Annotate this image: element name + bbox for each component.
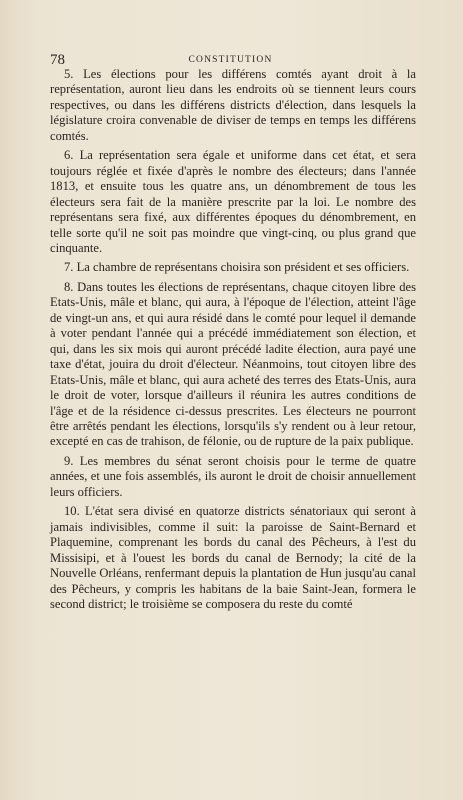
article-7: 7. La chambre de représentans choisira son président et ses officiers. bbox=[64, 260, 410, 275]
page-header bbox=[50, 52, 411, 68]
article-6: 6. La représentation sera égale et uniforme dans cet état, et sera toujours réglée et fixée d'après le nombre des électeurs; dans l'année 1813, et ensuite tous les quatre ans, un dénombrement de tous les électeurs sera fait de la manière prescrite par la loi. Le nombre des représentans sera fixé, aux différentes époques du dénombrement, en telle sorte qu'il ne soit pas moindre que vingt-cinq, ou plus grand que cinquante. bbox=[50, 148, 416, 255]
page-number: 78 bbox=[50, 52, 65, 68]
article-9: 9. Les membres du sénat seront choisis pour le terme de quatre années, et une fois assemblés, ils auront le droit de choisir annuellement leurs officiers. bbox=[50, 453, 416, 499]
running-head: CONSTITUTION bbox=[188, 55, 273, 65]
article-8: 8. Dans toutes les élections de représentans, chaque citoyen libre des Etats-Unis, mâle et blanc, qui aura, à l'époque de l'élection, atteint l'âge de vingt-un ans, et qui aura résidé dans le comté pour lequel il demande à voter pendant l'année qui a précédé immédiatement son élection, et qui, dans les six mois qui auront précédé ladite élection, aura payé une taxe d'état, jouira du droit d'électeur. Néanmoins, tout citoyen libre des Etats-Unis, mâle et blanc, qui aura acheté des terres des Etats-Unis, aura le droit de voter, lorsque d'ailleurs il réunira les autres conditions de l'âge et de la résidence ci-dessus prescrites. Les électeurs ne pourront être arrêtés pendant les élections, lorsqu'ils s'y rendent ou à leur retour, excepté en cas de trahison, de félonie, ou de rupture de la paix publique. bbox=[50, 279, 416, 449]
body-text bbox=[50, 67, 416, 612]
article-10: 10. L'état sera divisé en quatorze districts sénatoriaux qui seront à jamais indivisibles, comme il suit: la paroisse de Saint-Bernard et Plaquemine, comprenant les bords du canal des Pêcheurs, à l'est du Missisipi, et à l'ouest les bords du canal de Bernody; la cité de la Nouvelle Orléans, renfermant depuis la plantation de Hun jusqu'au canal des Pêcheurs, y compris les habitans de la baie Saint-Jean, formera le second district; le troisième se composera du reste du comté bbox=[50, 504, 416, 611]
article-5: 5. Les élections pour les différens comtés ayant droit à la représentation, auront lieu dans les endroits où se tiennent leurs cours respectives, ou dans les différens districts d'élection, dans lesquels la législature croira convenable de diviser de temps en temps les différens comtés. bbox=[50, 67, 416, 143]
